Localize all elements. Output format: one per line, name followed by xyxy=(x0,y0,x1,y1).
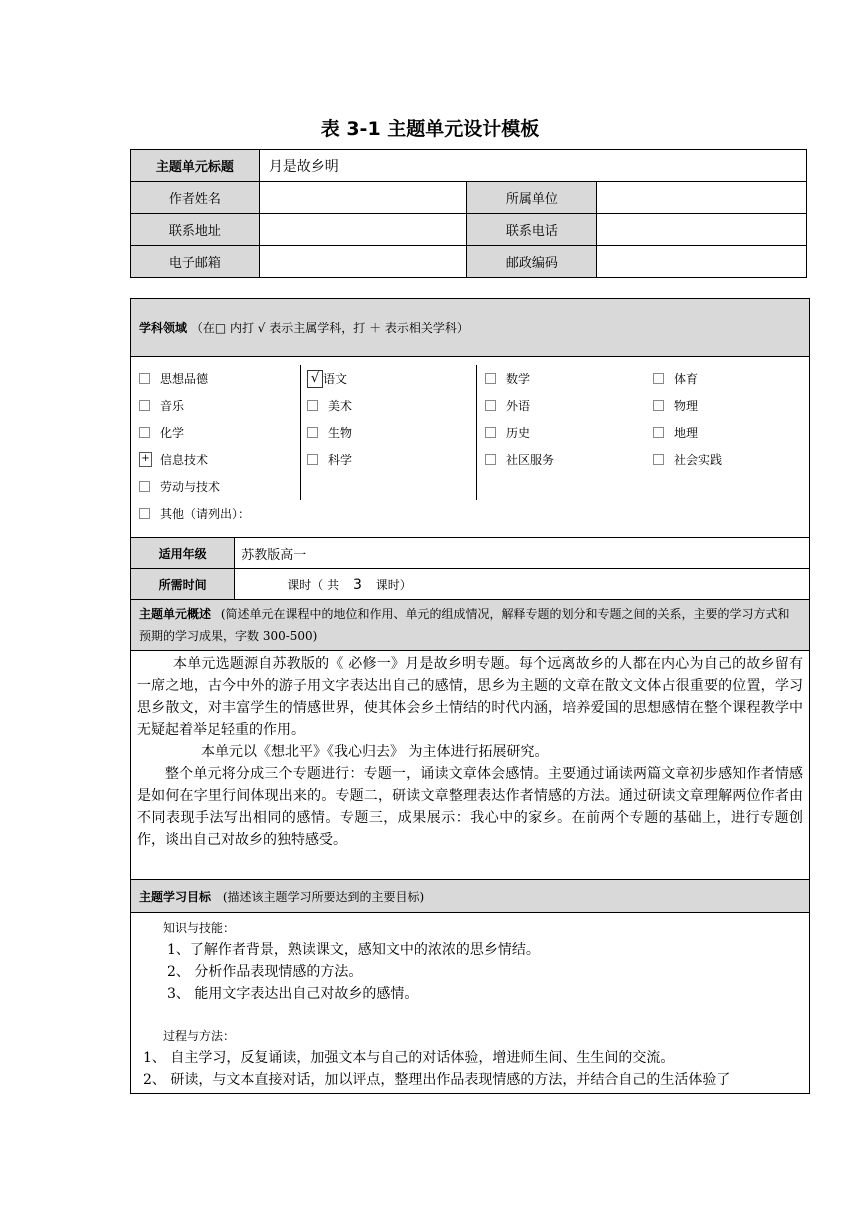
subject-item[interactable]: 科学 xyxy=(307,446,476,473)
unit-title-value[interactable]: 月是故乡明 xyxy=(259,150,806,182)
address-label: 联系地址 xyxy=(131,214,260,246)
subject-item[interactable]: 物理 xyxy=(653,392,803,419)
subject-label: 学科领域 xyxy=(139,321,188,335)
subject-item[interactable]: 体育 xyxy=(653,365,803,392)
checkbox-icon[interactable] xyxy=(653,427,664,438)
overview-label: 主题单元概述 xyxy=(139,607,212,621)
subject-item[interactable]: 劳动与技术 xyxy=(139,473,300,500)
subject-item[interactable]: 地理 xyxy=(653,419,803,446)
overview-body[interactable] xyxy=(131,651,810,880)
subject-item[interactable]: 外语 xyxy=(485,392,645,419)
subject-item[interactable]: 音乐 xyxy=(139,392,300,419)
grade-label: 适用年级 xyxy=(131,538,235,569)
overview-header xyxy=(131,600,810,651)
goals-section-title: 知识与技能： xyxy=(163,921,236,935)
goals-body[interactable] xyxy=(131,913,810,1094)
subject-item[interactable]: √ 语文 xyxy=(307,365,476,392)
phone-label: 联系电话 xyxy=(467,214,597,246)
checkbox-icon[interactable] xyxy=(485,454,496,465)
goals-list-item: 3、 能用文字表达出自己对故乡的感情。 xyxy=(167,986,419,1002)
design-table xyxy=(130,298,810,1094)
checkbox-icon[interactable] xyxy=(485,373,496,384)
subject-col-4 xyxy=(645,365,803,500)
email-field[interactable] xyxy=(259,246,467,278)
address-field[interactable] xyxy=(259,214,467,246)
checkbox-icon[interactable] xyxy=(307,454,318,465)
page-title: 表 3-1 主题单元设计模板 xyxy=(320,118,540,140)
time-value[interactable]: 课时（ 共 3 课时） xyxy=(235,569,810,600)
goals-list-item: 1、 自主学习，反复诵读，加强文本与自己的对话体验，增进师生间、生生间的交流。 xyxy=(143,1050,675,1066)
checkbox-icon[interactable] xyxy=(139,481,150,492)
checkbox-icon[interactable] xyxy=(139,373,150,384)
checkbox-icon[interactable] xyxy=(139,400,150,411)
checkbox-icon[interactable] xyxy=(653,373,664,384)
checkbox-icon[interactable] xyxy=(653,454,664,465)
subject-item[interactable]: 生物 xyxy=(307,419,476,446)
checkbox-icon[interactable] xyxy=(139,427,150,438)
overview-paragraph: 整个单元将分成三个专题进行：专题一，诵读文章体会感情。主要通过诵读两篇文章初步感知作者情感是如何在字里行间体现出来的。专题二，研读文章整理表达作者情感的方法。通过研读文章理解两位作者由不同表现手法写出相同的感情。专题三，成果展示：我心中的家乡。在前两个专题的基础上，进行专题创作，谈出自己对故乡的独特感受。 xyxy=(137,766,803,848)
time-label: 所需时间 xyxy=(131,569,235,600)
subject-item[interactable]: + 信息技术 xyxy=(139,446,300,473)
goals-list-item: 2、 分析作品表现情感的方法。 xyxy=(167,964,363,980)
grade-value[interactable]: 苏教版高一 xyxy=(235,538,810,569)
checkbox-icon[interactable] xyxy=(307,427,318,438)
zip-label: 邮政编码 xyxy=(467,246,597,278)
org-field[interactable] xyxy=(597,182,807,214)
author-label: 作者姓名 xyxy=(131,182,260,214)
goals-section-title: 过程与方法： xyxy=(163,1029,236,1043)
overview-hint: (简述单元在课程中的地位和作用、单元的组成情况，解释专题的划分和专题之间的关系，主要的学习方式和预期的学习成果，字数 300-500) xyxy=(139,607,790,643)
checkbox-icon[interactable] xyxy=(485,427,496,438)
checkbox-icon[interactable] xyxy=(307,400,318,411)
subject-item[interactable]: 历史 xyxy=(485,419,645,446)
lesson-count: 3 xyxy=(352,576,362,593)
subject-item[interactable]: 美术 xyxy=(307,392,476,419)
subject-hint: （在□ 内打 √ 表示主属学科，打 ＋ 表示相关学科） xyxy=(190,321,469,335)
zip-field[interactable] xyxy=(597,246,807,278)
overview-paragraph: 本单元选题源自苏教版的《 必修一》月是故乡明专题。每个远离故乡的人都在内心为自己的故乡留有一席之地，古今中外的游子用文字表达出自己的感情，思乡为主题的文章在散文文体占很重要的位置，学习思乡散文，对丰富学生的情感世界，使其体会乡土情结的时代内涵，培养爱国的思想感情在整个课程教学中无疑起着举足轻重的作用。 xyxy=(137,656,803,738)
subject-item[interactable]: 社区服务 xyxy=(485,446,645,473)
goals-list-item: 1、了解作者背景，熟读课文，感知文中的浓浓的思乡情结。 xyxy=(167,942,540,958)
checkbox-icon[interactable] xyxy=(653,400,664,411)
subject-item[interactable]: 数学 xyxy=(485,365,645,392)
checkmark-checkbox-icon[interactable]: √ xyxy=(307,370,323,388)
author-field[interactable] xyxy=(259,182,467,214)
subject-item[interactable]: 思想品德 xyxy=(139,365,300,392)
unit-title-label: 主题单元标题 xyxy=(131,150,260,182)
checkbox-icon[interactable] xyxy=(139,508,150,519)
subject-header xyxy=(131,299,810,357)
subject-col-2 xyxy=(300,365,476,500)
overview-paragraph: 本单元以《想北平》《我心归去》 为主体进行拓展研究。 xyxy=(201,744,549,760)
goals-list-item: 2、 研读，与文本直接对话，加以评点，整理出作品表现情感的方法，并结合自己的生活体验了 xyxy=(143,1072,731,1088)
subject-item[interactable]: 社会实践 xyxy=(653,446,803,473)
subject-cell xyxy=(131,357,810,538)
email-label: 电子邮箱 xyxy=(131,246,260,278)
org-label: 所属单位 xyxy=(467,182,597,214)
goals-header xyxy=(131,880,810,913)
goals-hint: (描述该主题学习所要达到的主要目标) xyxy=(222,889,425,904)
phone-field[interactable] xyxy=(597,214,807,246)
subject-col-1 xyxy=(139,365,300,500)
checkbox-icon[interactable] xyxy=(485,400,496,411)
plus-checkbox-icon[interactable]: + xyxy=(139,452,152,467)
subject-col-3 xyxy=(476,365,645,500)
subject-item[interactable]: 化学 xyxy=(139,419,300,446)
goals-label: 主题学习目标 xyxy=(139,889,212,904)
subject-grid xyxy=(139,365,803,500)
other-subject[interactable]: 其他（请列出）： xyxy=(139,502,803,524)
info-table xyxy=(130,149,807,278)
